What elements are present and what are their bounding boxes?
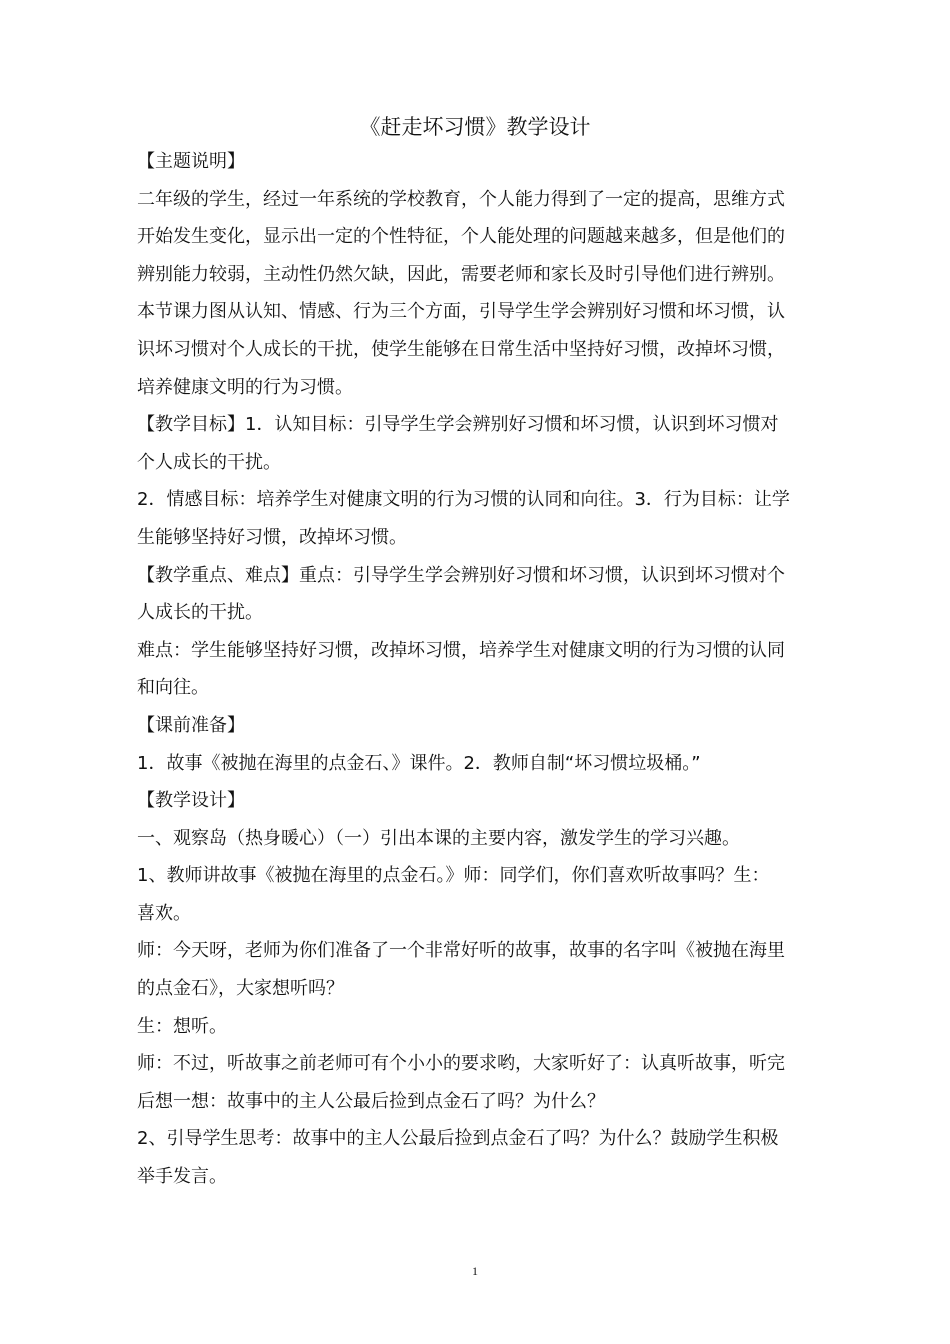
text-line: 【课前准备】	[137, 714, 245, 736]
page-number: 1	[472, 1264, 478, 1278]
text-line: 【教学设计】	[137, 790, 245, 812]
document-title: 《赶走坏习惯》教学设计	[359, 115, 591, 139]
text-line: 1、教师讲故事《被抛在海里的点金石。》师：同学们，你们喜欢听故事吗？生：	[137, 865, 770, 887]
text-line: 后想一想：故事中的主人公最后捡到点金石了吗？为什么？	[137, 1090, 605, 1112]
text-line: 的点金石》，大家想听吗？	[137, 978, 344, 1000]
text-line: 个人成长的干扰。	[137, 451, 281, 473]
text-line: 举手发言。	[137, 1166, 227, 1188]
text-line: 2、引导学生思考：故事中的主人公最后捡到点金石了吗？为什么？鼓励学生积极	[137, 1128, 779, 1150]
text-line: 识坏习惯对个人成长的干扰，使学生能够在日常生活中坚持好习惯，改掉坏习惯，	[137, 338, 785, 360]
text-line: 【教学目标】1．认知目标：引导学生学会辨别好习惯和坏习惯，认识到坏习惯对	[137, 414, 779, 436]
text-line: 培养健康文明的行为习惯。	[137, 376, 353, 398]
text-line: 和向往。	[137, 677, 209, 699]
text-line: 1．故事《被抛在海里的点金石、》课件。2．教师自制“坏习惯垃圾桶。”	[137, 752, 701, 774]
text-line: 师：不过，听故事之前老师可有个小小的要求哟，大家听好了：认真听故事，听完	[137, 1053, 785, 1075]
text-line: 难点：学生能够坚持好习惯，改掉坏习惯，培养学生对健康文明的行为习惯的认同	[137, 639, 785, 661]
text-line: 开始发生变化，显示出一定的个性特征，个人能处理的问题越来越多，但是他们的	[137, 226, 785, 248]
text-line: 生能够坚持好习惯，改掉坏习惯。	[137, 526, 407, 548]
text-line: 人成长的干扰。	[137, 602, 263, 624]
text-line: 【主题说明】	[137, 151, 245, 172]
text-line: 2．情感目标：培养学生对健康文明的行为习惯的认同和向往。3．行为目标：让学	[137, 489, 790, 511]
text-line: 二年级的学生，经过一年系统的学校教育，个人能力得到了一定的提高，思维方式	[137, 188, 785, 210]
text-line: 辨别能力较弱，主动性仍然欠缺，因此，需要老师和家长及时引导他们进行辨别。	[137, 263, 785, 285]
document-body	[137, 143, 827, 1196]
text-line: 喜欢。	[137, 902, 191, 924]
text-line: 本节课力图从认知、情感、行为三个方面，引导学生学会辨别好习惯和坏习惯，认	[137, 301, 785, 323]
text-line: 师：今天呀，老师为你们准备了一个非常好听的故事，故事的名字叫《被抛在海里	[137, 940, 785, 962]
text-line: 【教学重点、难点】重点：引导学生学会辨别好习惯和坏习惯，认识到坏习惯对个	[137, 564, 785, 586]
text-line: 生：想听。	[137, 1015, 227, 1037]
text-line: 一、观察岛（热身暖心）（一）引出本课的主要内容，激发学生的学习兴趣。	[137, 827, 740, 849]
